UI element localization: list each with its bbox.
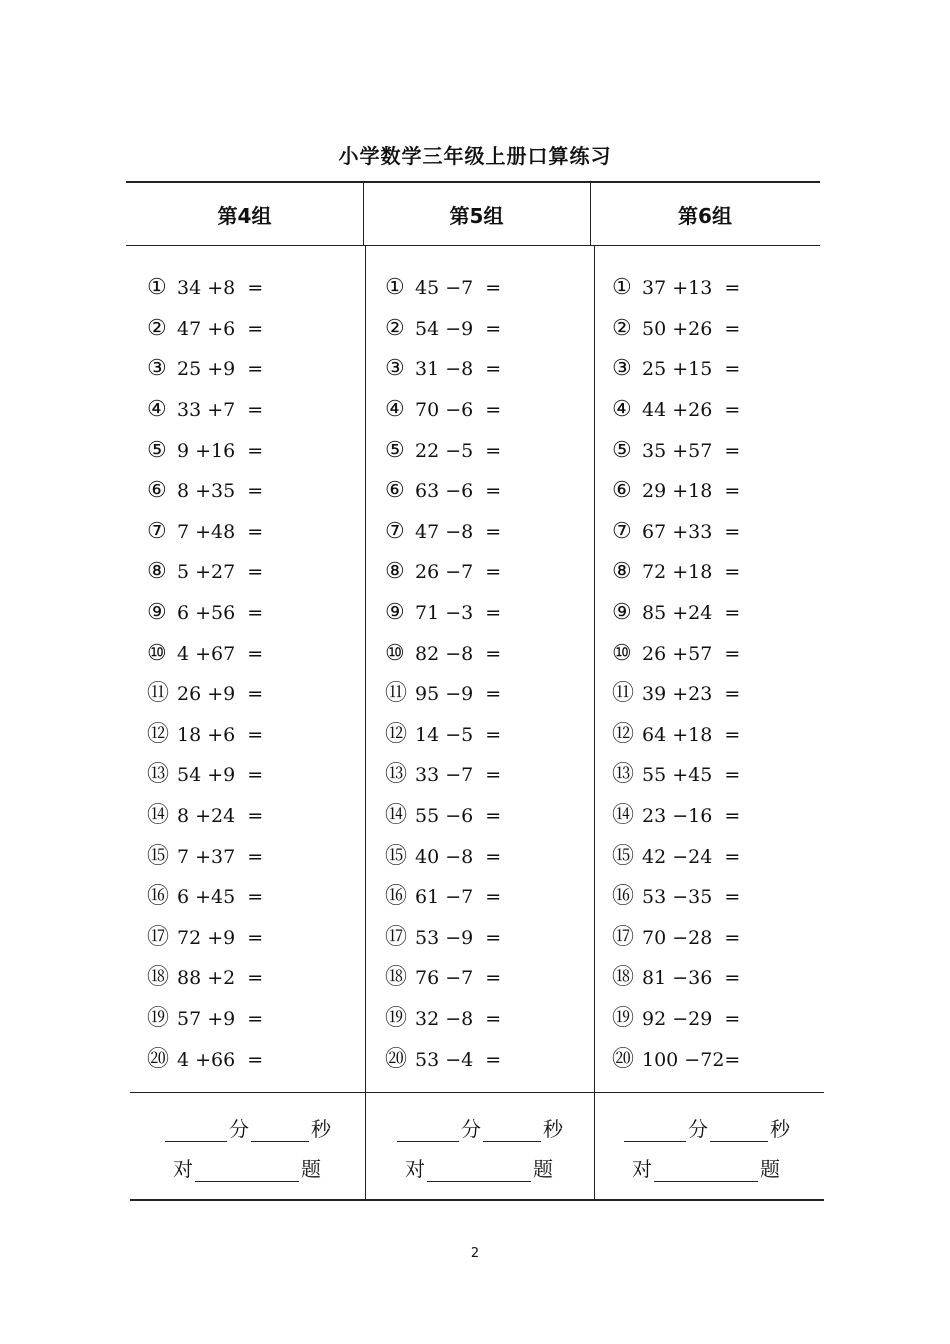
correct-label: 对 — [632, 1157, 652, 1181]
problem-number: ⑩ — [147, 640, 167, 666]
problem-row — [385, 958, 501, 999]
problem-number: ④ — [147, 397, 167, 423]
problem-number: ⑮ — [385, 843, 408, 869]
problem-expression: 61 −7 = — [415, 886, 502, 909]
problem-number: ⑬ — [612, 762, 635, 788]
problem-number: ⑰ — [385, 924, 408, 950]
problem-expression: 63 −6 = — [415, 480, 502, 503]
problem-number: ⑯ — [147, 884, 170, 910]
seconds-label: 秒 — [311, 1117, 331, 1141]
problem-expression: 55 +45 = — [642, 764, 741, 787]
problem-expression: 26 +57 = — [642, 642, 741, 665]
problem-expression: 9 +16 = — [177, 439, 264, 462]
problem-number: ⑯ — [612, 884, 635, 910]
problem-expression: 64 +18 = — [642, 723, 741, 746]
problem-row — [385, 349, 501, 390]
problem-row — [385, 1039, 501, 1080]
group-5-score-line — [405, 1153, 553, 1182]
problem-number: ⑳ — [612, 1046, 635, 1072]
problem-expression: 70 −28 = — [642, 926, 741, 949]
problem-expression: 53 −4 = — [415, 1048, 502, 1071]
problem-number: ⑪ — [612, 681, 635, 707]
questions-label: 题 — [760, 1157, 780, 1181]
column-divider-2-body — [594, 246, 595, 1200]
problem-row — [385, 633, 501, 674]
problem-expression: 72 +18 = — [642, 561, 741, 584]
problem-number: ⑭ — [612, 803, 635, 829]
group-6-time-line — [622, 1113, 790, 1142]
problem-expression: 54 +9 = — [177, 764, 264, 787]
problem-number: ① — [385, 275, 405, 301]
problem-expression: 7 +37 = — [177, 845, 264, 868]
problem-row — [612, 918, 740, 959]
problem-row — [612, 958, 740, 999]
seconds-blank[interactable] — [483, 1123, 541, 1142]
problem-number: ⑬ — [147, 762, 170, 788]
problem-number: ② — [612, 315, 632, 341]
problem-expression: 4 +67 = — [177, 642, 264, 665]
problem-expression: 72 +9 = — [177, 926, 264, 949]
problem-expression: 45 −7 = — [415, 277, 502, 300]
group-4-score-line — [173, 1153, 321, 1182]
problem-expression: 29 +18 = — [642, 480, 741, 503]
problem-expression: 76 −7 = — [415, 967, 502, 990]
problem-number: ⑩ — [612, 640, 632, 666]
problem-number: ⑧ — [385, 559, 405, 585]
problem-row — [147, 999, 263, 1040]
problem-number: ⑲ — [612, 1005, 635, 1031]
problem-number: ⑯ — [385, 884, 408, 910]
problem-row — [385, 430, 501, 471]
table-top-rule — [126, 181, 820, 183]
problem-expression: 23 −16 = — [642, 805, 741, 828]
problem-row — [385, 877, 501, 918]
problem-row — [612, 755, 740, 796]
problem-number: ⑮ — [147, 843, 170, 869]
problem-number: ⑭ — [385, 803, 408, 829]
minutes-label: 分 — [229, 1117, 249, 1141]
problem-row — [147, 674, 263, 715]
seconds-label: 秒 — [543, 1117, 563, 1141]
problem-row — [612, 268, 740, 309]
problem-row — [147, 552, 263, 593]
correct-label: 对 — [405, 1157, 425, 1181]
problem-number: ⑨ — [612, 600, 632, 626]
problem-row — [147, 349, 263, 390]
problem-number: ⑧ — [147, 559, 167, 585]
problem-expression: 55 −6 = — [415, 805, 502, 828]
problem-number: ③ — [385, 356, 405, 382]
problem-expression: 35 +57 = — [642, 439, 741, 462]
problem-expression: 42 −24 = — [642, 845, 741, 868]
group-4-time-line — [163, 1113, 331, 1142]
problem-number: ⑪ — [147, 681, 170, 707]
problem-expression: 26 −7 = — [415, 561, 502, 584]
problem-expression: 40 −8 = — [415, 845, 502, 868]
problem-expression: 70 −6 = — [415, 399, 502, 422]
problem-row — [612, 715, 740, 756]
correct-count-blank[interactable] — [427, 1163, 531, 1182]
problem-row — [385, 268, 501, 309]
problem-expression: 54 −9 = — [415, 317, 502, 340]
problem-expression: 44 +26 = — [642, 399, 741, 422]
problem-expression: 85 +24 = — [642, 602, 741, 625]
problem-number: ⑩ — [385, 640, 405, 666]
problem-expression: 81 −36 = — [642, 967, 741, 990]
problem-number: ⑥ — [147, 478, 167, 504]
problem-number: ⑫ — [147, 721, 170, 747]
problem-number: ⑲ — [385, 1005, 408, 1031]
problem-number: ⑦ — [147, 518, 167, 544]
problem-expression: 8 +24 = — [177, 805, 264, 828]
problem-row — [612, 877, 740, 918]
problem-expression: 14 −5 = — [415, 723, 502, 746]
problem-row — [612, 593, 740, 634]
problem-row — [612, 512, 740, 553]
problem-expression: 4 +66 = — [177, 1048, 264, 1071]
problem-row — [385, 796, 501, 837]
problem-row — [612, 471, 740, 512]
problem-row — [147, 633, 263, 674]
problem-number: ⑤ — [385, 437, 405, 463]
correct-count-blank[interactable] — [195, 1163, 299, 1182]
problem-row — [612, 1039, 740, 1080]
problem-expression: 71 −3 = — [415, 602, 502, 625]
group-4-heading: 第4组 — [217, 204, 272, 228]
group-6-problems — [612, 268, 740, 1080]
problem-number: ⑦ — [385, 518, 405, 544]
problem-row — [147, 512, 263, 553]
problem-expression: 53 −9 = — [415, 926, 502, 949]
problem-number: ⑱ — [612, 965, 635, 991]
correct-count-blank[interactable] — [654, 1163, 758, 1182]
problem-row — [385, 390, 501, 431]
problem-expression: 47 −8 = — [415, 520, 502, 543]
problem-row — [385, 471, 501, 512]
problem-expression: 7 +48 = — [177, 520, 264, 543]
problem-number: ⑳ — [147, 1046, 170, 1072]
group-5-problems — [385, 268, 501, 1080]
questions-label: 题 — [301, 1157, 321, 1181]
problem-row — [385, 552, 501, 593]
problem-row — [385, 715, 501, 756]
problem-row — [147, 471, 263, 512]
problem-row — [385, 309, 501, 350]
problem-expression: 88 +2 = — [177, 967, 264, 990]
problem-expression: 6 +56 = — [177, 602, 264, 625]
problem-number: ⑤ — [612, 437, 632, 463]
problem-number: ⑲ — [147, 1005, 170, 1031]
problem-number: ⑬ — [385, 762, 408, 788]
minutes-blank[interactable] — [165, 1123, 227, 1142]
problem-number: ① — [147, 275, 167, 301]
problem-row — [612, 796, 740, 837]
problem-expression: 47 +6 = — [177, 317, 264, 340]
problem-row — [612, 633, 740, 674]
table-bottom-rule — [130, 1199, 824, 1201]
problem-row — [612, 836, 740, 877]
problem-number: ⑰ — [147, 924, 170, 950]
problem-number: ⑨ — [385, 600, 405, 626]
problem-expression: 37 +13 = — [642, 277, 741, 300]
problem-row — [147, 836, 263, 877]
correct-label: 对 — [173, 1157, 193, 1181]
problem-number: ⑦ — [612, 518, 632, 544]
questions-label: 题 — [533, 1157, 553, 1181]
problem-number: ⑭ — [147, 803, 170, 829]
minutes-label: 分 — [688, 1117, 708, 1141]
problem-expression: 8 +35 = — [177, 480, 264, 503]
minutes-blank[interactable] — [624, 1123, 686, 1142]
seconds-blank[interactable] — [251, 1123, 309, 1142]
problem-expression: 82 −8 = — [415, 642, 502, 665]
problem-number: ⑤ — [147, 437, 167, 463]
problem-number: ② — [385, 315, 405, 341]
problem-expression: 18 +6 = — [177, 723, 264, 746]
problem-row — [147, 918, 263, 959]
minutes-label: 分 — [461, 1117, 481, 1141]
problem-number: ④ — [385, 397, 405, 423]
problem-expression: 39 +23 = — [642, 683, 741, 706]
column-divider-1-body — [365, 246, 366, 1200]
problem-expression: 57 +9 = — [177, 1007, 264, 1030]
problem-expression: 32 −8 = — [415, 1007, 502, 1030]
group-4-problems — [147, 268, 263, 1080]
problem-number: ① — [612, 275, 632, 301]
problem-row — [147, 715, 263, 756]
problem-expression: 92 −29 = — [642, 1007, 741, 1030]
problem-number: ⑱ — [385, 965, 408, 991]
problem-row — [612, 999, 740, 1040]
problem-row — [385, 593, 501, 634]
problem-number: ⑫ — [612, 721, 635, 747]
problem-expression: 33 +7 = — [177, 399, 264, 422]
problem-row — [147, 268, 263, 309]
problem-expression: 6 +45 = — [177, 886, 264, 909]
problem-row — [385, 999, 501, 1040]
problem-row — [612, 552, 740, 593]
problem-row — [147, 877, 263, 918]
problem-row — [612, 390, 740, 431]
problem-expression: 25 +9 = — [177, 358, 264, 381]
problem-expression: 50 +26 = — [642, 317, 741, 340]
problem-number: ⑰ — [612, 924, 635, 950]
page-number: 2 — [470, 1246, 480, 1261]
problem-row — [147, 309, 263, 350]
problem-row — [385, 674, 501, 715]
problem-expression: 33 −7 = — [415, 764, 502, 787]
problem-expression: 31 −8 = — [415, 358, 502, 381]
page-title: 小学数学三年级上册口算练习 — [338, 144, 612, 168]
problem-number: ④ — [612, 397, 632, 423]
footer-rule — [130, 1092, 824, 1093]
problem-number: ⑧ — [612, 559, 632, 585]
problem-expression: 34 +8 = — [177, 277, 264, 300]
problem-row — [147, 430, 263, 471]
group-5-time-line — [395, 1113, 563, 1142]
problem-number: ③ — [612, 356, 632, 382]
header-rule — [126, 245, 820, 246]
problem-expression: 100 −72= — [642, 1048, 741, 1071]
seconds-label: 秒 — [770, 1117, 790, 1141]
problem-expression: 26 +9 = — [177, 683, 264, 706]
problem-row — [385, 918, 501, 959]
problem-row — [612, 309, 740, 350]
problem-expression: 67 +33 = — [642, 520, 741, 543]
problem-number: ⑥ — [385, 478, 405, 504]
problem-expression: 53 −35 = — [642, 886, 741, 909]
problem-row — [612, 674, 740, 715]
problem-row — [147, 796, 263, 837]
problem-number: ⑱ — [147, 965, 170, 991]
problem-expression: 25 +15 = — [642, 358, 741, 381]
group-5-heading: 第5组 — [449, 204, 504, 228]
problem-expression: 95 −9 = — [415, 683, 502, 706]
problem-number: ⑮ — [612, 843, 635, 869]
problem-row — [612, 349, 740, 390]
problem-row — [147, 958, 263, 999]
problem-number: ⑨ — [147, 600, 167, 626]
problem-row — [147, 593, 263, 634]
problem-row — [385, 755, 501, 796]
problem-expression: 5 +27 = — [177, 561, 264, 584]
problem-number: ⑳ — [385, 1046, 408, 1072]
seconds-blank[interactable] — [710, 1123, 768, 1142]
problem-row — [385, 512, 501, 553]
problem-row — [612, 430, 740, 471]
problem-number: ⑥ — [612, 478, 632, 504]
problem-expression: 22 −5 = — [415, 439, 502, 462]
group-6-score-line — [632, 1153, 780, 1182]
problem-number: ③ — [147, 356, 167, 382]
problem-number: ⑪ — [385, 681, 408, 707]
problem-row — [147, 1039, 263, 1080]
minutes-blank[interactable] — [397, 1123, 459, 1142]
problem-row — [147, 390, 263, 431]
problem-row — [385, 836, 501, 877]
problem-row — [147, 755, 263, 796]
group-6-heading: 第6组 — [678, 204, 732, 228]
problem-number: ⑫ — [385, 721, 408, 747]
problem-number: ② — [147, 315, 167, 341]
